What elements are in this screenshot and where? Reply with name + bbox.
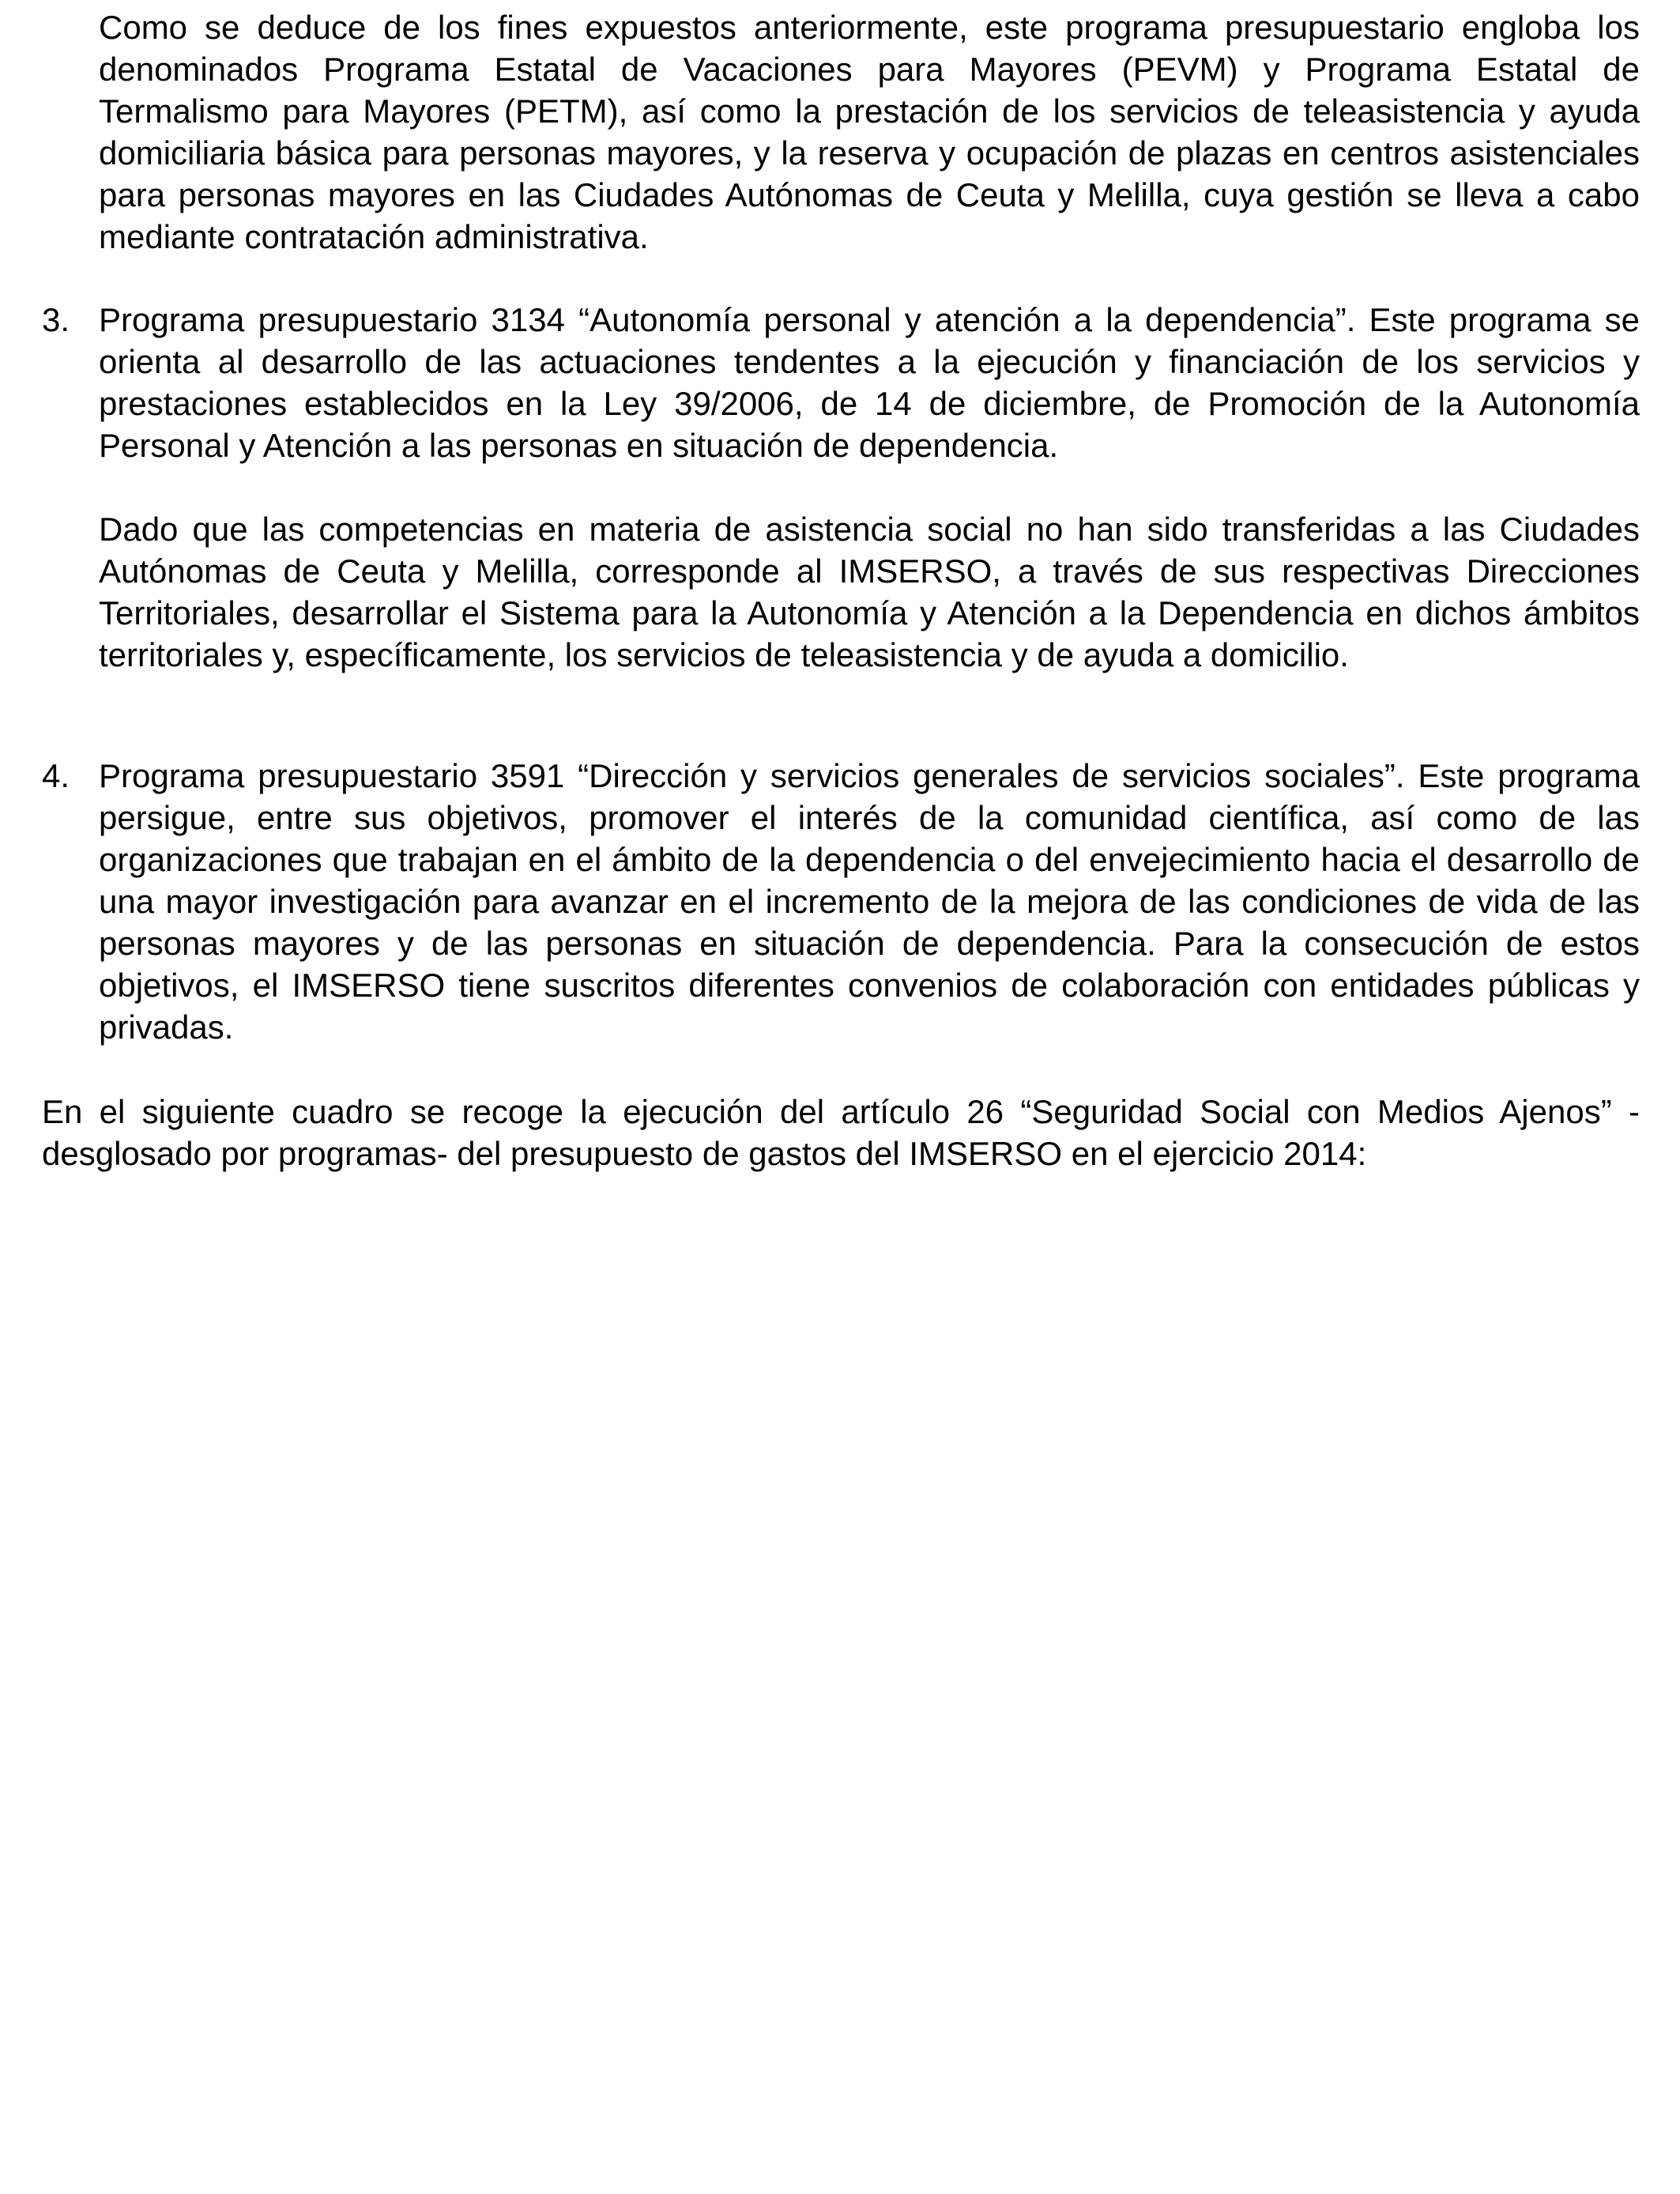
intro-continuation-paragraph: Como se deduce de los fines expuestos anteriormente, este programa presupuestario engloba los denominados Programa Estatal de Vacaciones para Mayores (PEVM) y Programa Estatal de Termalismo para Mayores (PETM), así como la prestación de los servicios de teleasistencia y ayuda domiciliaria básica para personas mayores, y la reserva y ocupación de plazas en centros asistenciales para personas mayores en las Ciudades Autónomas de Ceuta y Melilla, cuya gestión se lleva a cabo mediante contratación administrativa. [99, 9, 1640, 255]
program-3134-followup-paragraph: Dado que las competencias en materia de asistencia social no han sido transferidas a las Ciudades Autónomas de Ceuta y Melilla, corresponde al IMSERSO, a través de sus respectivas Direcciones Territoriales, desarrollar el Sistema para la Autonomía y Atención a la Dependencia en dichos ámbitos territoriales y, específicamente, los servicios de teleasistencia y de ayuda a domicilio. [99, 511, 1640, 673]
program-3134-paragraph: Programa presupuestario 3134 “Autonomía personal y atención a la dependencia”. Este programa se orienta al desarrollo de las actuaciones tendentes a la ejecución y financiación de los servicios y prestaciones establecidos en la Ley 39/2006, de 14 de diciembre, de Promoción de la Autonomía Personal y Atención a las personas en situación de dependencia. [99, 301, 1640, 464]
list-number-3: 3. [42, 301, 70, 338]
closing-paragraph: En el siguiente cuadro se recoge la ejecución del artículo 26 “Seguridad Social con Medios Ajenos” -desglosado por programas- del presupuesto de gastos del IMSERSO en el ejercicio 2014: [42, 1093, 1640, 1172]
program-3591-paragraph: Programa presupuestario 3591 “Dirección y servicios generales de servicios sociales”. Este programa persigue, entre sus objetivos, promover el interés de la comunidad científica, así como de las organizaciones que trabajan en el ámbito de la dependencia o del envejecimiento hacia el desarrollo de una mayor investigación para avanzar en el incremento de la mejora de las condiciones de vida de las personas mayores y de las personas en situación de dependencia. Para la consecución de estos objetivos, el IMSERSO tiene suscritos diferentes convenios de colaboración con entidades públicas y privadas. [99, 757, 1640, 1046]
list-number-4: 4. [42, 757, 70, 794]
